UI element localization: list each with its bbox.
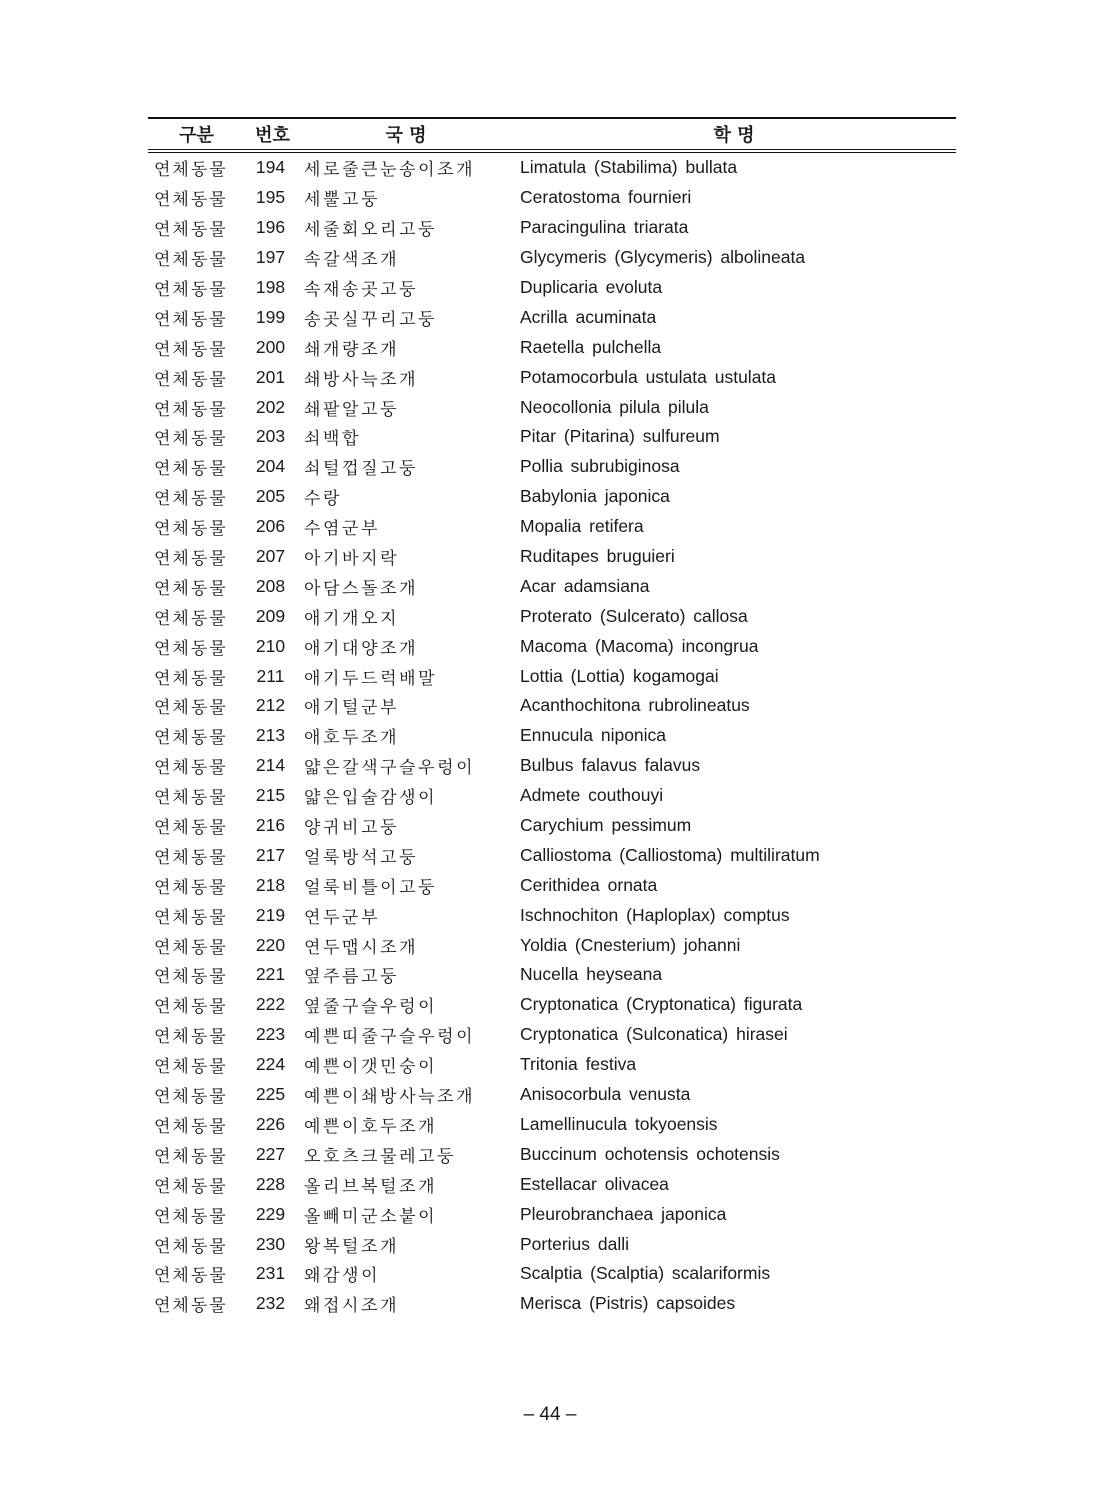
row-scientific-name: Potamocorbula ustulata ustulata (520, 366, 777, 387)
table-row (148, 273, 956, 303)
row-category: 연체동물 (154, 190, 228, 211)
row-korean-name: 오호츠크물레고둥 (304, 1146, 457, 1167)
row-number: 207 (255, 546, 286, 567)
row-korean-name: 쇄개량조개 (304, 339, 400, 360)
table-row (148, 482, 956, 512)
row-number: 231 (255, 1263, 286, 1284)
row-category: 연체동물 (154, 519, 228, 540)
row-category: 연체동물 (154, 638, 228, 659)
row-number: 221 (255, 964, 286, 985)
row-scientific-name: Paracingulina triarata (520, 217, 689, 238)
table-row (148, 661, 956, 691)
row-korean-name: 왕복털조개 (304, 1236, 400, 1257)
row-category: 연체동물 (154, 459, 228, 480)
row-scientific-name: Pitar (Pitarina) sulfureum (520, 426, 720, 447)
row-number: 217 (255, 844, 286, 865)
row-korean-name: 왜감생이 (304, 1266, 381, 1287)
row-category: 연체동물 (154, 429, 228, 450)
row-korean-name: 애기털군부 (304, 698, 400, 719)
row-scientific-name: Acar adamsiana (520, 575, 650, 596)
row-scientific-name: Neocollonia pilula pilula (520, 396, 709, 417)
row-category: 연체동물 (154, 578, 228, 599)
row-korean-name: 세로줄큰눈송이조개 (304, 160, 476, 181)
row-number: 198 (255, 277, 286, 297)
row-number: 206 (255, 516, 286, 537)
row-korean-name: 아담스돌조개 (304, 578, 419, 599)
table-row (148, 751, 956, 781)
table-row (148, 1020, 956, 1050)
page-number: – 44 – (523, 1404, 577, 1425)
row-korean-name: 송곳실꾸리고둥 (304, 309, 438, 330)
row-scientific-name: Porterius dalli (520, 1233, 630, 1254)
table-body (148, 151, 956, 1319)
table-row (148, 1289, 956, 1319)
row-scientific-name: Duplicaria evoluta (520, 277, 663, 297)
row-korean-name: 얇은입술감생이 (304, 788, 438, 809)
row-number: 212 (255, 695, 286, 716)
row-number: 220 (255, 934, 286, 955)
row-number: 197 (255, 247, 286, 268)
row-category: 연체동물 (154, 339, 228, 360)
table-row (148, 571, 956, 601)
row-korean-name: 옆줄구슬우렁이 (304, 997, 438, 1018)
row-korean-name: 얼룩비틀이고둥 (304, 877, 438, 898)
row-number: 208 (255, 575, 286, 596)
row-number: 226 (255, 1113, 286, 1134)
row-category: 연체동물 (154, 549, 228, 570)
row-korean-name: 예쁜띠줄구슬우렁이 (304, 1027, 476, 1048)
row-number: 211 (256, 665, 285, 686)
row-category: 연체동물 (154, 1266, 228, 1287)
row-category: 연체동물 (154, 847, 228, 868)
row-category: 연체동물 (154, 1027, 228, 1048)
table-row (148, 990, 956, 1020)
table-row (148, 362, 956, 392)
row-number: 204 (255, 456, 286, 477)
table-row (148, 243, 956, 273)
row-number: 225 (255, 1084, 286, 1105)
row-korean-name: 얼룩방석고둥 (304, 847, 419, 868)
row-korean-name: 예쁜이쇄방사늑조개 (304, 1087, 476, 1108)
row-number: 232 (255, 1293, 286, 1314)
row-korean-name: 애기두드럭배말 (304, 668, 438, 689)
row-category: 연체동물 (154, 1176, 228, 1197)
row-number: 210 (255, 635, 286, 656)
table-row (148, 870, 956, 900)
row-category: 연체동물 (154, 997, 228, 1018)
row-scientific-name: Yoldia (Cnesterium) johanni (520, 934, 741, 955)
row-scientific-name: Glycymeris (Glycymeris) albolineata (520, 247, 806, 268)
row-korean-name: 왜접시조개 (304, 1296, 400, 1317)
row-category: 연체동물 (154, 1087, 228, 1108)
row-scientific-name: Pleurobranchaea japonica (520, 1203, 727, 1224)
table-row (148, 840, 956, 870)
table-row (148, 213, 956, 243)
header-korean-name: 국 명 (300, 118, 512, 151)
table-row (148, 1110, 956, 1140)
row-scientific-name: Cryptonatica (Cryptonatica) figurata (520, 994, 803, 1015)
row-category: 연체동물 (154, 698, 228, 719)
row-number: 199 (255, 306, 286, 327)
row-korean-name: 속갈색조개 (304, 250, 400, 271)
row-category: 연체동물 (154, 608, 228, 629)
row-number: 224 (255, 1054, 286, 1075)
row-category: 연체동물 (154, 877, 228, 898)
row-korean-name: 수랑 (304, 489, 343, 510)
row-scientific-name: Acanthochitona rubrolineatus (520, 695, 750, 716)
table-row (148, 183, 956, 213)
row-korean-name: 올빼미군소붙이 (304, 1206, 438, 1227)
row-number: 195 (255, 187, 286, 208)
row-korean-name: 세줄회오리고둥 (304, 220, 438, 241)
row-category: 연체동물 (154, 1116, 228, 1137)
row-korean-name: 세뿔고둥 (304, 190, 381, 211)
row-korean-name: 쇠백합 (304, 429, 362, 450)
row-korean-name: 수염군부 (304, 519, 381, 540)
row-number: 213 (255, 725, 286, 746)
table-header (148, 118, 956, 151)
row-scientific-name: Calliostoma (Calliostoma) multiliratum (520, 844, 820, 865)
row-korean-name: 쇠털껍질고둥 (304, 459, 419, 480)
row-category: 연체동물 (154, 280, 228, 300)
table-row (148, 691, 956, 721)
row-number: 209 (255, 605, 286, 626)
row-scientific-name: Merisca (Pistris) capsoides (520, 1293, 736, 1314)
row-category: 연체동물 (154, 1236, 228, 1257)
row-scientific-name: Nucella heyseana (520, 964, 663, 985)
row-number: 216 (255, 815, 286, 836)
row-scientific-name: Cerithidea ornata (520, 874, 658, 895)
row-number: 215 (255, 785, 286, 806)
row-category: 연체동물 (154, 907, 228, 928)
table-row (148, 452, 956, 482)
row-category: 연체동물 (154, 1146, 228, 1167)
row-number: 222 (255, 994, 286, 1015)
row-korean-name: 쇄방사늑조개 (304, 369, 419, 390)
table-row (148, 422, 956, 452)
row-scientific-name: Lamellinucula tokyoensis (520, 1113, 718, 1134)
table-row (148, 512, 956, 542)
row-scientific-name: Ruditapes bruguieri (520, 546, 675, 567)
row-scientific-name: Bulbus falavus falavus (520, 755, 701, 776)
table-row (148, 1169, 956, 1199)
table-row (148, 542, 956, 572)
row-number: 203 (255, 426, 286, 447)
row-korean-name: 양귀비고둥 (304, 818, 400, 839)
table-row (148, 1199, 956, 1229)
row-korean-name: 애기대양조개 (304, 638, 419, 659)
row-category: 연체동물 (154, 1296, 228, 1317)
table-row (148, 302, 956, 332)
row-scientific-name: Anisocorbula venusta (520, 1084, 691, 1105)
table-row (148, 631, 956, 661)
table-row (148, 721, 956, 751)
table-row (148, 601, 956, 631)
row-number: 196 (255, 217, 286, 238)
row-scientific-name: Macoma (Macoma) incongrua (520, 635, 759, 656)
row-korean-name: 애호두조개 (304, 728, 400, 749)
row-scientific-name: Estellacar olivacea (520, 1173, 669, 1194)
row-korean-name: 옆주름고둥 (304, 967, 400, 988)
row-category: 연체동물 (154, 728, 228, 749)
header-row (148, 118, 956, 151)
row-korean-name: 올리브복털조개 (304, 1176, 438, 1197)
row-scientific-name: Cryptonatica (Sulconatica) hirasei (520, 1024, 788, 1045)
row-korean-name: 속재송곳고둥 (304, 280, 419, 300)
row-scientific-name: Scalptia (Scalptia) scalariformis (520, 1263, 771, 1284)
table-row (148, 1259, 956, 1289)
row-number: 194 (255, 157, 286, 178)
table-row (148, 781, 956, 811)
row-scientific-name: Admete couthouyi (520, 785, 664, 806)
table-row (148, 1050, 956, 1080)
row-number: 200 (255, 336, 286, 357)
row-number: 201 (255, 366, 286, 387)
row-scientific-name: Buccinum ochotensis ochotensis (520, 1143, 780, 1164)
row-scientific-name: Acrilla acuminata (520, 306, 657, 327)
row-korean-name: 예쁜이호두조개 (304, 1116, 438, 1137)
row-korean-name: 애기개오지 (304, 608, 400, 629)
row-category: 연체동물 (154, 758, 228, 779)
row-scientific-name: Mopalia retifera (520, 516, 644, 537)
table-row (148, 1080, 956, 1110)
row-category: 연체동물 (154, 967, 228, 988)
row-category: 연체동물 (154, 1206, 228, 1227)
row-scientific-name: Tritonia festiva (520, 1054, 637, 1075)
header-category: 구분 (148, 118, 245, 151)
row-korean-name: 얇은갈색구슬우렁이 (304, 758, 476, 779)
row-category: 연체동물 (154, 788, 228, 809)
row-korean-name: 쇄팥알고둥 (304, 399, 400, 420)
row-category: 연체동물 (154, 489, 228, 510)
row-number: 214 (255, 755, 286, 776)
table-row (148, 1229, 956, 1259)
row-scientific-name: Limatula (Stabilima) bullata (520, 157, 738, 178)
row-category: 연체동물 (154, 220, 228, 241)
row-korean-name: 연두맵시조개 (304, 937, 419, 958)
row-number: 218 (255, 874, 286, 895)
row-scientific-name: Proterato (Sulcerato) callosa (520, 605, 748, 626)
table-row (148, 392, 956, 422)
row-number: 228 (255, 1173, 286, 1194)
row-number: 229 (255, 1203, 286, 1224)
row-category: 연체동물 (154, 399, 228, 420)
row-korean-name: 예쁜이갯민숭이 (304, 1057, 438, 1078)
row-scientific-name: Babylonia japonica (520, 486, 670, 507)
row-category: 연체동물 (154, 309, 228, 330)
row-number: 227 (255, 1143, 286, 1164)
header-scientific-name: 학 명 (512, 118, 956, 151)
table-row (148, 151, 956, 183)
species-table (148, 117, 956, 1319)
row-scientific-name: Ceratostoma fournieri (520, 187, 692, 208)
row-number: 223 (255, 1024, 286, 1045)
header-number: 번호 (245, 118, 300, 151)
row-category: 연체동물 (154, 668, 228, 689)
row-category: 연체동물 (154, 369, 228, 390)
row-scientific-name: Ischnochiton (Haploplax) comptus (520, 904, 790, 925)
row-number: 202 (255, 396, 286, 417)
row-category: 연체동물 (154, 1057, 228, 1078)
row-number: 219 (255, 904, 286, 925)
row-category: 연체동물 (154, 160, 228, 181)
row-category: 연체동물 (154, 818, 228, 839)
row-scientific-name: Raetella pulchella (520, 336, 662, 357)
row-number: 230 (255, 1233, 286, 1254)
row-korean-name: 아기바지락 (304, 549, 400, 570)
table-row (148, 1139, 956, 1169)
table-row (148, 960, 956, 990)
table-row (148, 900, 956, 930)
table-row (148, 811, 956, 841)
row-scientific-name: Carychium pessimum (520, 815, 692, 836)
row-scientific-name: Pollia subrubiginosa (520, 456, 680, 477)
table-row (148, 332, 956, 362)
row-scientific-name: Lottia (Lottia) kogamogai (520, 665, 719, 686)
row-category: 연체동물 (154, 937, 228, 958)
row-category: 연체동물 (154, 250, 228, 271)
row-korean-name: 연두군부 (304, 907, 381, 928)
row-number: 205 (255, 486, 286, 507)
table-row (148, 930, 956, 960)
row-scientific-name: Ennucula niponica (520, 725, 667, 746)
